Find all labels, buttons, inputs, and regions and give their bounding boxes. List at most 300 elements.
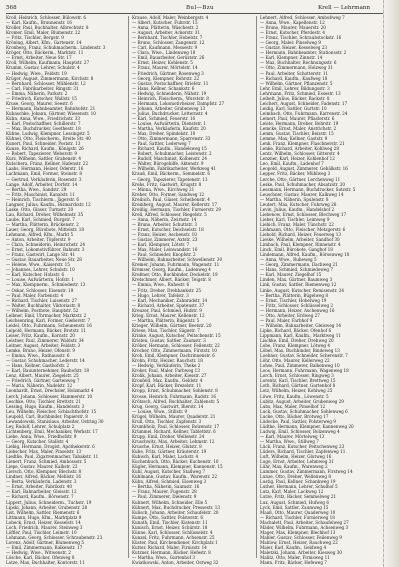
directory-entry: — Karl, Schmied, Feuerstr. 16 — [132, 115, 196, 121]
header-rule — [6, 13, 384, 14]
directory-entry: Lummer, Gustav, Zimmermann, Firstweg 14 — [260, 469, 353, 475]
directory-entry: — Paul, Maler, Farbhof 9 — [260, 317, 313, 323]
directory-entry: — Wilhelm, Bahnarbeiter, Gleisweg 14 — [260, 322, 342, 328]
directory-entry: — Fritz, Schlosser, Schlüsselweg 2 — [260, 302, 334, 308]
directory-entry: Kügler, Hermann, Klempner, Kannenstr. 15 — [132, 464, 223, 470]
directory-entry: — Max, Buchdrucker, Goethestr. 18 — [6, 126, 81, 132]
directory-entry: Kröber, Hermann, Schlosser, Feilenstr. 22 — [132, 343, 220, 349]
directory-entry: — Otto, Zimmermann, Sparrenstr. 33 — [132, 136, 211, 142]
directory-entry: — Wilhelm, Gärtner, Pflanzenstr. 5 — [260, 80, 333, 86]
directory-entry: Kroll, Wilhelm, Kaufmann, Hauptstr. 27 — [6, 60, 90, 66]
directory-entry: Luther, Hermann, Lehrer, Schulhof 5 — [260, 484, 338, 490]
directory-entry: — Emil, Zimmermann, Balkenstr. 17 — [6, 544, 83, 550]
directory-entry: — Paul, Maler, Farbenstr. 4 — [6, 292, 64, 298]
directory-entry: Lehmann, Alfred, Kfm., Markt 5 — [6, 232, 74, 238]
directory-entry: Lotze, Max, Buchhalter, Kontorstr. 11 — [6, 560, 85, 566]
directory-entry: Kühne, Ludwig, Klempner, Lessingstr. 5 — [6, 131, 90, 137]
directory-entry: Lösche, Karl, Bäcker, Ofenweg 8 — [6, 555, 75, 561]
directory-entry: — Paul, Zimmerer, Dielenstr. 9 — [132, 494, 197, 500]
directory-entry: — Martha, Wwe., Gartenhof 3 — [132, 555, 195, 561]
directory-entry: — Walter, Buchhalter, Viktoriastr. 8 — [6, 302, 81, 308]
directory-entry: — Rudolf, Maschinist, Kolbenstr. 24 — [132, 156, 208, 162]
directory-entry: — Richard, Arbeiter, Spatenstr. 37 — [132, 302, 205, 308]
directory-entry: — Bertha, Näherin, Saumstr. 16 — [132, 484, 200, 490]
directory-entry: — Heinrich, Tischlerm., Jägerstr. 6 — [6, 196, 80, 202]
directory-entry: Krosse, Heinrich, Fuhrmann, Radstr. 16 — [132, 393, 216, 399]
directory-entry: — Albert, Kutscher, Fuhrstr. 15 — [132, 20, 198, 26]
directory-entry: Luft, Wilhelm, Heizer, Glutweg 16 — [260, 454, 332, 460]
directory-entry: — Georg, Zimmermann, Dachweg 21 — [260, 262, 338, 268]
directory-entry: Krüger, August, Zimmermann, Kirchstr. 8 — [6, 75, 94, 81]
directory-entry: — Bruno, Schlosser, Zangenstr. 12 — [132, 40, 205, 46]
directory-entry: — Louise, Wwe., Stillstr. 9 — [132, 408, 188, 414]
directory-entry: Littmann, Hugo, Kfm., Marktplatz 9 — [6, 514, 82, 520]
directory-entry: Leu, Wilhelm, Fleischer, Schlachthofstr. 15 — [6, 408, 97, 414]
directory-entry: Leichert, August, Schneider, Fadenstr. 17 — [260, 100, 348, 106]
directory-entry: Lüdtke, Hermann, Klempner, Kannenweg 20 — [260, 423, 354, 429]
directory-entry: Lunze, Otto, Dreher, Wellenweg 8 — [260, 474, 331, 480]
directory-entry: Liebe, Anna, Wwe., Friedhofstr. 9 — [6, 433, 77, 439]
directory-entry: — Bernhard, Tischler, Hobelstr. 7 — [132, 35, 203, 41]
directory-entry: Krusche, Ernst, Heizer, Glutstr. 8 — [132, 443, 202, 449]
directory-entry: Küster, Paul, Kirchendiener, Kirchplatz 1 — [132, 539, 218, 545]
directory-entry: Lüdecke, Paul, Sattler, Polsterweg 9 — [260, 418, 336, 424]
directory-entry: Kühn, Alfred, Schmied, Eisenweg 3 — [132, 479, 207, 485]
directory-entry: — Hedwig, Wwe., Feldstr. 19 — [6, 70, 67, 76]
directory-entry: Kreuzer, Paul, Schmied, Hufstr. 9 — [132, 307, 202, 313]
directory-entry: Lobeck, Ernst, Heizer, Kesselstr. 14 — [6, 519, 81, 525]
directory-entry: — Karl, Maurer, Mörtelweg 13 — [260, 433, 325, 439]
directory-entry: Lemm, Gustav, Tischler, Beizstr. 15 — [260, 131, 334, 137]
directory-entry: Ley, Rudolf, Lehrer, Schulplatz 2 — [6, 423, 75, 429]
directory-entry: Leuschner, Gustav, Maurer, Kalkweg 14 — [260, 191, 344, 197]
column-divider-1 — [128, 16, 129, 558]
directory-entry: Kreibich, Paul, Glaser, Scheibenstr. 4 — [132, 196, 210, 202]
directory-entry: Linden, Max, Gärtner, Baumweg 3 — [260, 277, 333, 283]
directory-entry: — Ernst, Kutscher, Deichselstr. 18 — [132, 226, 204, 232]
directory-entry: Lehnert, Alfred, Schlosser, Amboßweg 7 — [260, 15, 345, 20]
directory-entry: Kreher, Otto, Former, Sandweg 12 — [132, 191, 205, 197]
directory-entry: — Fritz, Dreher, Drehbankstr. 25 — [132, 287, 202, 293]
directory-entry: Mäder, Wilhelm, Fuhrmann, Achsenweg 3 — [260, 524, 349, 530]
directory-entry: — Johann, Arbeiter, Grabenweg 13 — [132, 105, 206, 111]
directory-entry: Krug, Georg, Gastwirt, Bierstr. 14 — [132, 403, 204, 409]
directory-entry: Lienert, Franz, Schmied, Ambossstr. 5 — [6, 459, 87, 465]
directory-entry: Kretschmer, Albert, Bäcker, Teigstr. 8 — [132, 277, 211, 283]
directory-entry: Maletzki, Johann, Arbeiter, Kiesweg 30 — [260, 549, 342, 555]
directory-entry: Krauß, Emil, Bäckerm., Semmelstr. 6 — [132, 171, 210, 177]
directory-entry: — Carl, Kaufmann, Messestr. 9 — [132, 45, 198, 51]
directory-entry: Lustig, Paul, Kellner, Schankweg 19 — [260, 479, 336, 485]
directory-entry: Kromer, Emil, Maler, Blumenstr. 22 — [6, 30, 81, 36]
directory-entry: — Walter, Bürogehilfe, Aktenstr. 9 — [132, 161, 204, 167]
directory-entry: Mann, Fritz, Bäcker, Hefeweg 7 — [260, 560, 327, 566]
directory-entry: Mahlow, Ernst, Heizer, Rauchweg 22 — [260, 539, 338, 545]
directory-entry: — Georg, Maler, Pinselweg 9 — [260, 40, 321, 46]
directory-entry: Krause, Adolf, Maler, Weinbergstr. 4 — [132, 15, 209, 20]
directory-entry: — Martha, Wwe., Stillweg 7 — [260, 438, 319, 444]
directory-entry: — Hedwig, Wwe., Witwenstr. 2 — [6, 549, 71, 555]
directory-entry: Krebs, Fritz, Gastwirt, Krugstr. 8 — [132, 181, 202, 187]
directory-entry: Langner, Julius, Kaufm., Bismarckstr. 12 — [6, 201, 91, 207]
directory-entry: — Heinrich, Fleischerm., Wurststr. 8 — [132, 95, 209, 101]
directory-entry: — Julius, Buchdrucker, Letternstr. 4 — [132, 110, 208, 116]
directory-entry: — Johannes, Lehrer, Schulstr. 10 — [6, 267, 75, 273]
directory-entry: Kronberg, Franz, Schuhmacherm., Lindenstr. 3 — [6, 45, 106, 51]
directory-entry: Lenzner, Karl, Heizer, Kohlenhof 12 — [260, 156, 335, 162]
directory-entry: — Carl, Fabrikarbeiter, Ringstr. 31 — [6, 85, 79, 91]
directory-entry: Leinert, Paul, Maurer, Pflasterstr. 6 — [260, 115, 335, 121]
directory-entry: Kronfeld, Max, Kaufm., Geldstr. 4 — [132, 378, 203, 384]
directory-entry: — Wilhelm, Bahnarbeiter, Schwellenstr. 30 — [132, 257, 223, 263]
directory-entry: — Clara, Schneiderin, Heinrichstr. 24 — [6, 242, 86, 248]
directory-entry: — Fritz, Maschinist, Kanalstr. 11 — [6, 191, 75, 197]
directory-entry: Lenk, Franz, Klempner, Flaschnerstr. 21 — [260, 141, 345, 147]
directory-entry: Krohn, Fritz, Heizer, Rauchstr. 18 — [132, 358, 203, 364]
directory-entry: — Hans, Schmied, Schmiedeweg 7 — [260, 267, 333, 273]
directory-entry: — Max, Klempnerm., Schmiedestr. 13 — [6, 282, 86, 288]
directory-entry: Kuhlmann, Gustav, Kaufm., Warenstr. 22 — [132, 474, 218, 480]
directory-entry: Lutze, Fritz, Bäcker, Semmelweg 21 — [260, 494, 337, 500]
directory-entry: — Friedrich, Gärtner, Rosenweg 3 — [132, 70, 204, 76]
directory-entry: Kunisch, Ernst, Heizer, Schürstr. 18 — [132, 524, 208, 530]
directory-entry: — Karl, Postschaffner, Schillerstr. 7 — [6, 120, 81, 126]
directory-entry: Kuhnert, Wilhelm, Schneider, Elle 5 — [132, 499, 208, 505]
directory-entry: Lobe, Franz, Klempner, Lötweg 4 — [260, 343, 330, 349]
directory-entry: — Richard, Kaufm., Kaufweg 18 — [260, 75, 328, 81]
directory-entry: Lippert, Julius, Schneiderm., Tuchstr. 19 — [6, 499, 92, 505]
directory-entry: Leichsenring, Karl, Former, Gießerstr. 7 — [6, 317, 91, 323]
directory-entry: — Karl, Kaufm., Brunnenstr. 16 — [6, 20, 72, 26]
directory-entry: — Bruno, Maurer, Mauerstr. 20 — [260, 25, 326, 31]
directory-entry: Lorenz, Adolf, Gärtner, Blumenweg 5 — [6, 539, 84, 545]
directory-entry: — Ernst, Kutscher, Pferdestr. 4 — [260, 30, 326, 36]
directory-entry: Link, Gustav, Sattler, Riemenweg 12 — [260, 282, 337, 288]
directory-entry: — Emma, Wwe., Rathausstr. 6 — [6, 353, 70, 359]
directory-entry: Linck, Emil, Bürobote, Ganghof 18 — [260, 247, 333, 253]
directory-entry: — Ernst, Tischler, Hobelweg 19 — [260, 297, 327, 303]
directory-entry: Leidig, Karl, Sattler, Gurtstr. 10 — [260, 105, 327, 111]
directory-entry: Liedtke, Paul, Zigarrenmacher, Tabakstr. 11 — [6, 454, 99, 460]
directory-entry: Liebich, Franz, Maler, Tünchstr. 22 — [260, 221, 334, 227]
directory-entry: — Robert, Tapezierer, Weberstr. 9 — [6, 151, 78, 157]
directory-entry: Lux, August, Schmied, Hufweg 6 — [260, 499, 329, 505]
directory-entry: — Georg, Tapezierer, Tapetenstr. 13 — [132, 176, 208, 182]
directory-entry: Lindemann, Alfred, Kaufm., Börsenweg 10 — [260, 252, 350, 258]
directory-entry: Leitner, August, Arbeiter, Feldstr. 3 — [6, 343, 81, 349]
directory-entry: Lauer, Georg, Bürobote, Mittelstr. 18 — [6, 226, 84, 232]
directory-entry: — Wilhelm, Fabrikarbeiter, Werkweg 41 — [132, 166, 217, 172]
directory-entry: Lehr, Emil, Lehrer, Bildungsstr. 3 — [260, 85, 330, 91]
directory-entry: Lubitz, August, Arbeiter, Grubenweg 29 — [260, 398, 344, 404]
directory-entry: Kunzel, Fritz, Fuhrmann, Achsenstr. 25 — [132, 534, 215, 540]
directory-entry: Lange, Adolf, Arbeiter, Dorfstr. 14 — [6, 181, 78, 187]
directory-entry: Lachmann, Emil, Former, Steinstr. 8 — [6, 171, 82, 177]
directory-entry: Lemke, Bruno, Heizer, Ofenstr. 9 — [6, 348, 75, 354]
directory-entry: Kubaschke, Johann, Gärtner, Wiesenstr. 10 — [6, 110, 96, 116]
directory-entry: Lück, Franz, Kutscher, Peitschenweg 23 — [260, 443, 345, 449]
directory-entry: Leupold, Carl, Buchbinder, Papierstr. 8 — [6, 413, 88, 419]
directory-entry: Malitz, Otto, Maler, Firnisweg 11 — [260, 555, 330, 561]
directory-entry: — Minna, Wwe., Kirchweg 21 — [132, 186, 195, 192]
directory-entry: — Hermann, Bahnbeamter, Bahnhofstr. 21 — [6, 105, 96, 111]
directory-entry: — Richard, Tischler, Furnierweg 18 — [260, 514, 335, 520]
directory-entry: — Karl, Bahnarbeiter, Gleisstr. 12 — [6, 489, 77, 495]
directory-entry: Laabs, Hermann, Heizer, Oderstr. 16 — [6, 166, 84, 172]
directory-entry: Leutert, Max, Kutscher, Fuhrweg 26 — [260, 201, 337, 207]
directory-entry: Lemme, Max, Kellner, Gaststr. 9 — [260, 136, 328, 142]
column-divider-2 — [256, 16, 257, 558]
directory-entry: — Franz, Heizer, Aschenstr. 10 — [132, 232, 197, 238]
directory-entry: — Anna, Plätterin, Wäschestr. 2 — [132, 25, 199, 31]
directory-entry: Limbach, Paul, Klempner, Rinnenstr. 4 — [260, 242, 341, 248]
directory-entry: Löwe, Fritz, Kaufm., Löwenstr. 5 — [260, 393, 329, 399]
directory-entry: Loch, Friedrich, Maurer, Steinweg 3 — [6, 524, 83, 530]
directory-entry: Kunert, Paul, Schneider, Poststr. 13 — [6, 141, 81, 147]
directory-entry: — Max, Buchhalter, Rechnungsstr. 6 — [260, 60, 337, 66]
directory-entry: Krügel, Wilhelm, Maurer, Quaderstr. 21 — [132, 413, 216, 419]
directory-entry: Lucke, Otto, Bäcker, Brotweg 17 — [260, 413, 329, 419]
directory-entry: Künne, Karl, Schlosser, Schlüsselstr. 4 — [132, 529, 213, 535]
directory-entry: Loebner, Gustav, Schneider, Scherenstr. 7 — [260, 353, 348, 359]
directory-entry: Liepe, Gustav, Maurer, Kalkstr. 22 — [6, 464, 78, 470]
running-head: Krell — Lehrmann — [317, 5, 370, 11]
directory-entry: Liersch, Otto, Klempner, Blechstr. 8 — [6, 469, 82, 475]
directory-entry: — Friedrich, Kutscher, Wallstr. 15 — [6, 95, 77, 101]
directory-entry: — Karl, Klempner, Lötstr. 7 — [132, 242, 190, 248]
directory-entry: Lichtenberg, Emil, Mechaniker, Werkstr. 17 — [6, 428, 98, 434]
directory-entry: — Karl, Kutscher, Holzstr. 6 — [6, 272, 65, 278]
directory-entry: Krieger, Wilhelm, Gärtner, Beetstr. 20 — [132, 322, 212, 328]
directory-entry: — Gertrud, Verkäuferin, Rosenstr. 3 — [6, 176, 82, 182]
directory-entry: — Franz, Tischler, Schraubstockstr. 16 — [260, 35, 342, 41]
directory-entry: Lerch, Johann, Schlosser, Hammerstr. 10 — [6, 393, 93, 399]
directory-entry: Krinke, August, Kutscher, Peitschenstr. 15 — [132, 332, 221, 338]
directory-entry: — Hedwig, Verkäuferin, Theke 2 — [132, 363, 201, 369]
directory-entry: — Franz, Maurer, Fugenstr. 28 — [132, 489, 197, 495]
directory-entry: Linke, August, Kutscher, Remisenstr. 24 — [260, 287, 345, 293]
directory-entry: — Gustav, Heizer, Kesselweg 23 — [260, 45, 328, 51]
directory-entry: — Emma, Wwe., Ruhestr. 6 — [132, 282, 190, 288]
directory-entry: — Richard, Tischler, Luisenstr. 27 — [6, 297, 77, 303]
directory-entry: — Gustav, Zimmerer, Axtstr. 23 — [132, 237, 198, 243]
directory-entry: Lentz, Wilhelm, Schlosser, Gitterstr. 4 — [260, 151, 340, 157]
directory-entry: — Berta, Verkäuferin, Ladenstr. 3 — [6, 479, 77, 485]
directory-entry: Lieske, Wilhelm, Arbeiter, Sandhof 30 — [260, 237, 340, 243]
directory-entry: Krolik, Johann, Arbeiter, Kiesstr. 27 — [132, 373, 207, 379]
directory-entry: Löbel, Max, Buchbinder, Bindeweg 13 — [260, 348, 340, 354]
directory-entry: Liebscher, Max, Maler, Pinselstr. 13 — [6, 449, 82, 455]
directory-entry: Löhr, Otto, Maurer, Kellerweg 22 — [260, 358, 330, 364]
directory-entry: — Anna, Wwe., Kapellenstr. 12 — [260, 20, 325, 26]
directory-entry: — Hans, Kellner, Gasthofstr. 2 — [6, 363, 70, 369]
directory-entry: — Otto, Zimmermann, Holzweg 31 — [260, 65, 333, 71]
directory-entry: Leonhardt, Ernst, Drechsler, Holzmarkt 4 — [6, 388, 94, 394]
directory-entry: Lewandowski, Stanislaus, Arbeiter, Ostring 30 — [6, 418, 104, 424]
directory-entry: — Max, Maler, Leinwandstr. 16 — [132, 247, 198, 253]
directory-entry: Kröger, Otto, Bäckerm., Marktstr. 11 — [6, 50, 84, 56]
directory-entry: Kroll, Heinrich, Schlosser, Bülowstr. 6 — [6, 15, 86, 20]
page-header — [6, 3, 390, 13]
directory-entry: Kulisch, Johann, Arbeiter, Schaufelstr. 20 — [132, 509, 219, 515]
directory-entry: Kreinberg, August, Maurer, Kellerstr. 17 — [132, 201, 217, 207]
directory-entry: — Franz, Maurer, Mörtelstr. 14 — [132, 65, 198, 71]
directory-entry: — Karl, Maurer, Ziegelhof 15 — [260, 272, 322, 278]
directory-entry: Lerche, Otto, Gärtner, Lerchenweg 11 — [260, 176, 341, 182]
directory-entry: Krumbholz, Paul, Schlosser, Bolzenstr. 17 — [132, 423, 220, 429]
directory-entry: Lessing, Hugo, Kaufm., Handelsstr. 3 — [6, 403, 85, 409]
directory-entry: Leimbach, Otto, Fuhrmann, Karrenstr. 24 — [260, 110, 348, 116]
directory-entry: Leiser, Fritz, Kaufm., Kornstr. 20 — [6, 332, 75, 338]
directory-entry: Leopold, August, Zimmerer, Gebälkstr. 16 — [260, 166, 348, 172]
directory-entry: — Martha, Plätterin, Brückenstr. 2 — [6, 221, 79, 227]
directory-entry: — Ernst, Heizer, Kohlenstr. 5 — [132, 60, 193, 66]
directory-entry: Laske, Otto, Glaser, Turmstr. 20 — [6, 206, 74, 212]
column-1 — [6, 15, 124, 566]
directory-entry: Ludwig, Emil, Schlosser, Bolzenweg 4 — [260, 428, 340, 434]
directory-entry: — Helene, Wwe., Kaiserstr. 15 — [6, 262, 70, 268]
directory-entry: — Bruno, Arbeiter, Schuttstr. 3 — [132, 221, 197, 227]
directory-entry: Lieber, Karl, Tischler, Leimweg 9 — [260, 216, 330, 222]
directory-entry: — Maria, Näherin, Nadelstr. 12 — [6, 383, 73, 389]
directory-entry: Krötzsch, Alfred, Buchhalter, Zahlenstr. 5 — [132, 398, 220, 404]
directory-entry: — Friedrich, Gärtner, Gartenweg 7 — [6, 378, 80, 384]
directory-entry: Krieg, Ernst, Maurer, Kellenstr. 12 — [132, 312, 205, 318]
directory-entry: Kroh, Emil, Klempner, Dachrinnenstr. 6 — [132, 353, 215, 359]
directory-entry: Kruschwitz, Max, Arbeiter, Lehmstr. 12 — [132, 438, 215, 444]
directory-entry: — Paul, Arbeiter, Schotterstr. 11 — [260, 70, 329, 76]
directory-entry: Krupp, Emil, Dreher, Wellenstr. 24 — [132, 433, 205, 439]
directory-entry: Kriese, Max, Tischler, Sägestr. 7 — [132, 327, 200, 333]
directory-entry: — Hermann, Lokomotivheizer, Dampfstr. 27 — [132, 100, 225, 106]
directory-entry: — Ernst, Arbeiter, Fabrikstr. 40 — [6, 484, 72, 490]
directory-entry: — Bernhard, Schlosser, Mühlenstr. 12 — [6, 80, 86, 86]
directory-entry: Liebmann, Otto, Fleischer, Metzgerstr. 6 — [260, 226, 346, 232]
directory-entry: — Clara, Wwe., Lindenweg 18 — [132, 50, 196, 56]
directory-entry: Lohse, Paul, Zimmerer, Balkenweg 10 — [260, 363, 340, 369]
directory-entry: — Georg, Klempner, Rohrstr. 22 — [132, 75, 200, 81]
directory-entry: Lemcke, Ernst, Maler, Anstrichstr. 2 — [260, 126, 337, 132]
directory-entry: Lenz, Albert, Maurer, Ziegelstr. 25 — [6, 373, 79, 379]
column-3 — [260, 15, 382, 566]
directory-entry: — Karl, Bauunternehmer, Bauhofstr. 18 — [6, 368, 89, 374]
directory-entry: — Oskar, Schlosser, Eisenstr. 19 — [6, 287, 74, 293]
directory-entry: Loos, Hermann, Fuhrmann, Wagenweg 18 — [260, 368, 349, 374]
directory-entry: Leibelt, Julius, Bäcker, Backstr. 8 — [260, 95, 330, 101]
directory-entry: — Louise, Aufwärterin, Hofstr. 1 — [6, 277, 75, 283]
directory-entry: Leschke, Otto, Tischler, Brettstr. 21 — [6, 398, 81, 404]
directory-entry: — Hugo, Lehrer, Tafelstr. 3 — [132, 292, 189, 298]
directory-entry: Kubisch, Karl, Maler, Lackstr. 4 — [132, 454, 199, 460]
directory-entry: Kuhn, Anna, Wwe., Friedrichstr. 33 — [6, 115, 81, 121]
directory-entry: Krull, Otto, Tischler, Zapfenstr. 3 — [132, 418, 202, 424]
directory-entry: — Martha, Verkäuferin, Kaufstr. 20 — [132, 126, 206, 132]
directory-entry: — Anton, Arbeiter, Töpferstr. 9 — [6, 237, 71, 243]
directory-entry: — Georg, Kutscher, Stallstr. 4 — [6, 438, 69, 444]
directory-entry: — Martha, Plätterin, Bügelstr. 5 — [132, 317, 200, 323]
directory-entry: Lippmann, Karl, Kaufm., Marktweg 11 — [260, 332, 341, 338]
directory-entry: Kroller, Paul, Buchhalter, Albrechtstr. 8 — [6, 25, 89, 31]
directory-entry: Lenke, Richard, Arbeiter, Kohlweg 28 — [260, 146, 339, 152]
directory-entry: Lipski, Johann, Arbeiter, Grubenstr. 28 — [6, 504, 88, 510]
directory-entry: Kwiatkowski, Anton, Arbeiter, Ostweg 32 — [132, 560, 219, 566]
directory-entry: Levin, Julius, Kaufm., Handelshof 2 — [260, 206, 335, 212]
directory-entry: — Martha, Näherin, Spulenstr. 8 — [260, 196, 329, 202]
directory-entry: Kuchenbuch, Otto, Bäcker, Kuchenstr. 10 — [132, 459, 219, 465]
directory-entry: — August, Arbeiter, Ackerstr. 31 — [132, 30, 200, 36]
directory-entry: Lyck, Emil, Sattler, Zaumweg 15 — [260, 504, 329, 510]
section-title: Bul—Bzu — [186, 5, 214, 11]
directory-entry: — Franz, Gastwirt, Lange Str. 41 — [6, 252, 76, 258]
directory-entry: Lau, Richard, Dreher, Wilhelmstr. 35 — [6, 211, 84, 217]
directory-entry: Mager, Max, Klempner, Blechhof 13 — [260, 529, 336, 535]
directory-entry: Lipke, Richard, Bäcker, Ofenhof 6 — [260, 327, 332, 333]
directory-entry: Lindner, Alfred, Bäcker, Mehlstr. 16 — [6, 474, 82, 480]
directory-entry: — Karl, Mechaniker, Zahnradstr. 14 — [132, 297, 208, 303]
directory-entry: Kruse, Georg, Maurer, Seestr. 6 — [6, 100, 73, 106]
directory-entry: Kuhl, August, Kutscher, Stallweg 7 — [132, 469, 205, 475]
directory-entry: Leipold, Hermann, Bäcker, Brotstr. 11 — [6, 327, 87, 333]
directory-entry: Kroker, Paul, Maler, Farbweg 13 — [132, 368, 200, 374]
directory-entry: Luge, Ernst, Arbeiter, Lehmweg 31 — [260, 459, 334, 465]
directory-entry: Leo, Emil, Kaufm., Ladenhof 7 — [260, 161, 324, 167]
directory-entry: Lischke, Emil, Dreher, Drehweg 20 — [260, 338, 334, 343]
directory-entry: Lüders, Richard, Tischler, Zapfenweg 11 — [260, 449, 346, 455]
directory-entry: Kropf, Karl, Bäcker, Brezelstr. 11 — [132, 383, 202, 389]
directory-entry: — Ernst, Arbeiter, Neue Str. 17 — [6, 55, 72, 61]
directory-entry: Lepper, Fritz, Bäcker, Mühlweg 3 — [260, 171, 331, 177]
directory-entry: Kühnert, Max, Buchdrucker, Pressestr. 13 — [132, 504, 220, 510]
directory-entry: Krumm, Gustav, Lehrer, Schulstr. 4 — [6, 65, 80, 71]
directory-entry: — Richard, Kaufm., Börsenstr. 7 — [6, 494, 74, 500]
directory-entry: Maaß, Otto, Maurer, Quaderweg 10 — [260, 509, 336, 515]
directory-entry: Lessmann, Hermann, Buchdrucker, Satzstr. 5 — [260, 186, 356, 192]
directory-entry: Kutschera, Franz, Kellner, Hafenstr. 22 — [6, 161, 89, 167]
directory-entry: — Anna, Wwe., Ruheweg 5 — [260, 257, 317, 263]
directory-entry: Kutter, Richard, Maler, Firnisstr. 14 — [132, 544, 207, 550]
page-binding-edge — [383, 0, 400, 567]
directory-entry: — Gustav, Postschaffner, Briefstr. 11 — [132, 80, 209, 86]
directory-entry: — Richard, Kaufm., Handelsweg 15 — [132, 146, 207, 152]
directory-entry: — Wilhelm, Postbote, Hauptstr. 52 — [6, 307, 79, 313]
directory-entry: — Emma, Näherin, Parkstr. 2 — [6, 90, 68, 96]
directory-entry: — Hermann, Bahnbeamter, Stationsstr. 2 — [260, 50, 347, 56]
directory-entry: Lehrmann, Fritz, Schmied, Essestr. 13 — [260, 90, 341, 96]
directory-entry: Liebig, Hermann, Drogist, Apothekerstr. 6 — [6, 443, 95, 449]
directory-entry: Kröning, Albert, Kfm., Gartenstr. 14 — [6, 40, 82, 46]
directory-entry: Leske, Paul, Schuhmacher, Absatzstr. 20 — [260, 181, 346, 187]
directory-entry: — Hedwig, Schneiderin, Nähstr. 19 — [132, 90, 207, 96]
directory-entry: — Ernst, Lokomotivführer, Bahnstr. 3 — [6, 247, 85, 253]
directory-entry: — Gustav, Schuhmacher, Lederstr. 14 — [6, 358, 85, 364]
directory-entry: Lohmann, Georg, Schlosser, Schraubenstr. 23 — [6, 534, 103, 540]
directory-entry: Luck, Gustav, Schuhmacher, Sohlenweg 6 — [260, 408, 348, 414]
directory-entry: — Bertha, Plätterin, Bügelweg 8 — [260, 292, 329, 298]
directory-entry: — Hans, Kellner, Schankstr. 6 — [132, 85, 195, 91]
directory-entry: Kube, Fritz, Gärtner, Kräuterstr. 19 — [132, 449, 207, 455]
directory-entry: Leistner, Paul, Zimmerer, Waldstr. 34 — [6, 338, 84, 343]
column-2 — [132, 15, 250, 566]
directory-entry: — Otto, Arbeiter, Erdweg 27 — [260, 312, 320, 318]
directory-entry: Kumpe, Otto, Sattler, Polsterstr. 6 — [132, 514, 203, 520]
directory-entry: — Louise, Aufwärterin, Dienststr. 1 — [132, 120, 206, 126]
directory-entry: Kremer, Johann, Fuhrmann, Wagenstr. 11 — [132, 262, 220, 268]
directory-entry: Kühnel, Otto, Fleischerm., Breite Str. 40 — [6, 136, 91, 142]
directory-entry: Krocker, Otto, Zimmermann, Firststr. 10 — [132, 348, 217, 354]
directory-entry: Lutz, Karl, Maler, Lackweg 12 — [260, 489, 324, 495]
directory-entry: Lubs, Max, Maler, Pinselhof 12 — [260, 403, 326, 409]
directory-entry: Lühr, Max, Kaufm., Warenweg 2 — [260, 464, 328, 470]
